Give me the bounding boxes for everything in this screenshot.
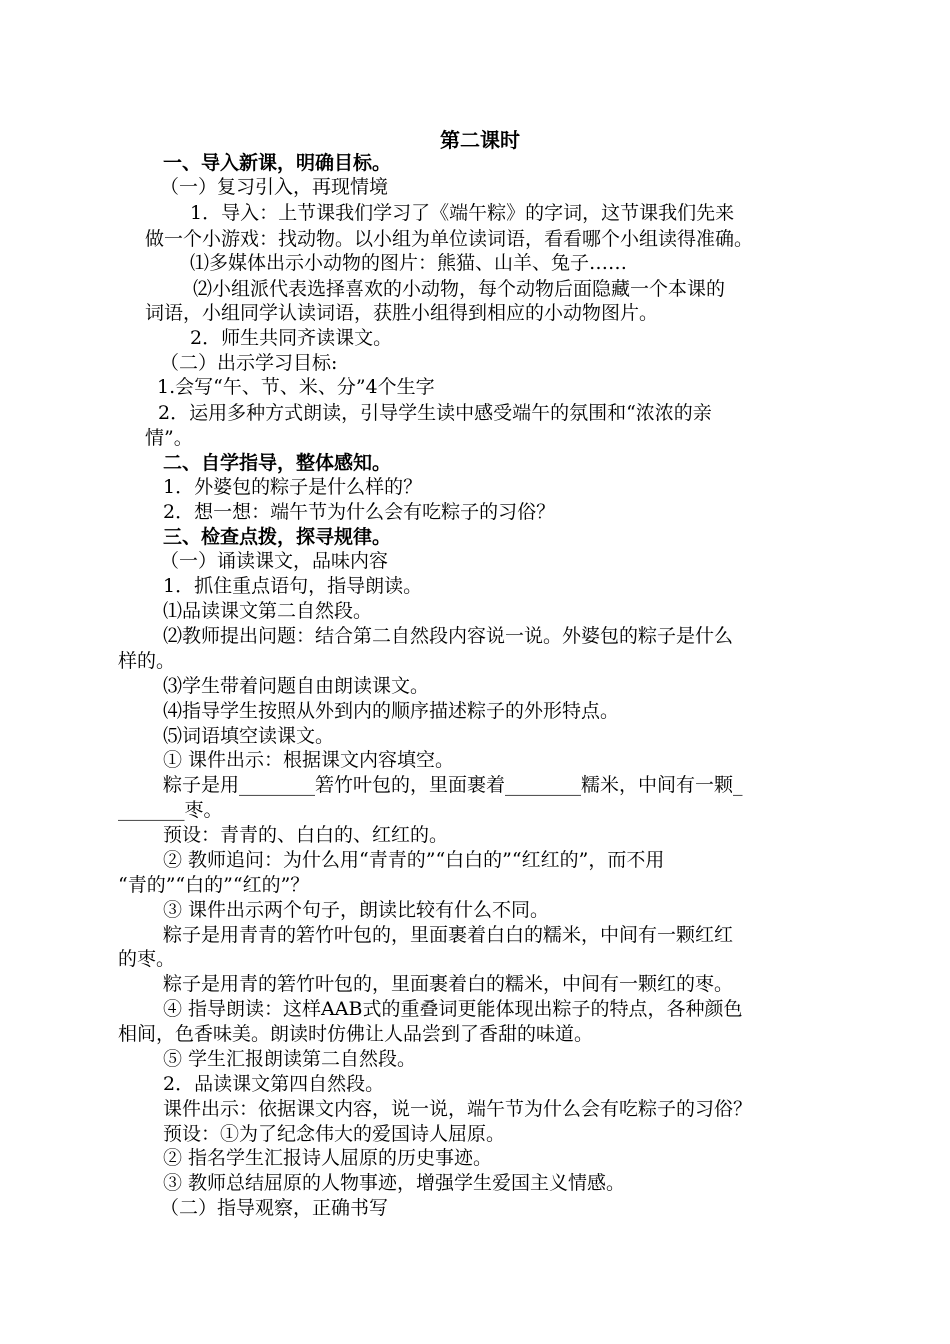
text-line: 词语，小组同学认读词语，获胜小组得到相应的小动物图片。 (145, 302, 659, 324)
text-line: 相间，色香味美。朗读时仿佛让人品尝到了香甜的味道。 (118, 1023, 594, 1045)
section-heading: 一、导入新课，明确目标。 (163, 152, 392, 174)
text-line: ③ 教师总结屈原的人物事迹，增强学生爱国主义情感。 (163, 1172, 626, 1194)
text-line: ① 课件出示：根据课文内容填空。 (163, 749, 455, 771)
section-heading: 三、检查点拨，探寻规律。 (163, 526, 392, 548)
subsection-heading: （一）诵读课文，品味内容 (160, 550, 389, 572)
text-line: _______枣。 (118, 799, 223, 821)
text-line: ⑸词语填空读课文。 (163, 725, 335, 747)
text-line: 样的。 (118, 650, 176, 672)
text-line: “青的”“白的”“红的”？ (118, 874, 310, 896)
text-line: ⑷指导学生按照从外到内的顺序描述粽子的外形特点。 (163, 700, 620, 722)
text-line: ⑴品读课文第二自然段。 (163, 600, 373, 622)
text-line: ⑤ 学生汇报朗读第二自然段。 (163, 1048, 417, 1070)
text-line: 2．品读课文第四自然段。 (163, 1073, 385, 1095)
text-line: 粽子是用________箬竹叶包的，里面裹着________糯米，中间有一颗_ (163, 774, 743, 796)
subsection-heading: （二）指导观察，正确书写 (160, 1197, 389, 1219)
subsection-heading: （一）复习引入，再现情境 (160, 176, 389, 198)
text-line: 粽子是用青的箬竹叶包的，里面裹着白的糯米，中间有一颗红的枣。 (163, 973, 734, 995)
text-line: 1．外婆包的粽子是什么样的？ (163, 476, 423, 498)
text-line: 情”。 (145, 427, 193, 449)
text-line: 1．抓住重点语句，指导朗读。 (163, 575, 423, 597)
text-line: 粽子是用青青的箬竹叶包的，里面裹着白白的糯米，中间有一颗红红 (163, 924, 734, 946)
text-line: ⑴多媒体出示小动物的图片：熊猫、山羊、兔子…… (190, 252, 628, 274)
page-title: 第二课时 (440, 128, 520, 152)
text-line: 预设：青青的、白白的、红红的。 (163, 824, 449, 846)
text-line: ⑶学生带着问题自由朗读课文。 (163, 675, 430, 697)
section-heading: 二、自学指导，整体感知。 (163, 452, 392, 474)
text-line: 1.会写“午、节、米、分”4个生字 (157, 376, 435, 398)
text-line: 的枣。 (118, 948, 176, 970)
text-line: ④ 指导朗读：这样AAB式的重叠词更能体现出粽子的特点，各种颜色 (163, 998, 743, 1020)
text-line: 2．想一想：端午节为什么会有吃粽子的习俗？ (163, 501, 556, 523)
text-line: ⑵教师提出问题：结合第二自然段内容说一说。外婆包的粽子是什么 (163, 625, 734, 647)
text-line: 做一个小游戏：找动物。以小组为单位读词语，看看哪个小组读得准确。 (145, 228, 754, 250)
text-line: 2．师生共同齐读课文。 (190, 327, 393, 349)
text-line: 2．运用多种方式朗读，引导学生读中感受端午的氛围和“浓浓的亲 (158, 402, 712, 424)
text-line: ② 指名学生汇报诗人屈原的历史事迹。 (163, 1147, 493, 1169)
text-line: ② 教师追问：为什么用“青青的”“白白的”“红红的”，而不用 (163, 849, 665, 871)
text-line: ⑵小组派代表选择喜欢的小动物，每个动物后面隐藏一个本课的 (193, 278, 726, 300)
text-line: 预设：①为了纪念伟大的爱国诗人屈原。 (163, 1123, 506, 1145)
subsection-heading: （二）出示学习目标: (160, 352, 338, 374)
text-line: 1．导入：上节课我们学习了《端午粽》的字词，这节课我们先来 (190, 202, 735, 224)
text-line: 课件出示：依据课文内容，说一说，端午节为什么会有吃粽子的习俗？ (163, 1098, 753, 1120)
text-line: ③ 课件出示两个句子，朗读比较有什么不同。 (163, 899, 550, 921)
